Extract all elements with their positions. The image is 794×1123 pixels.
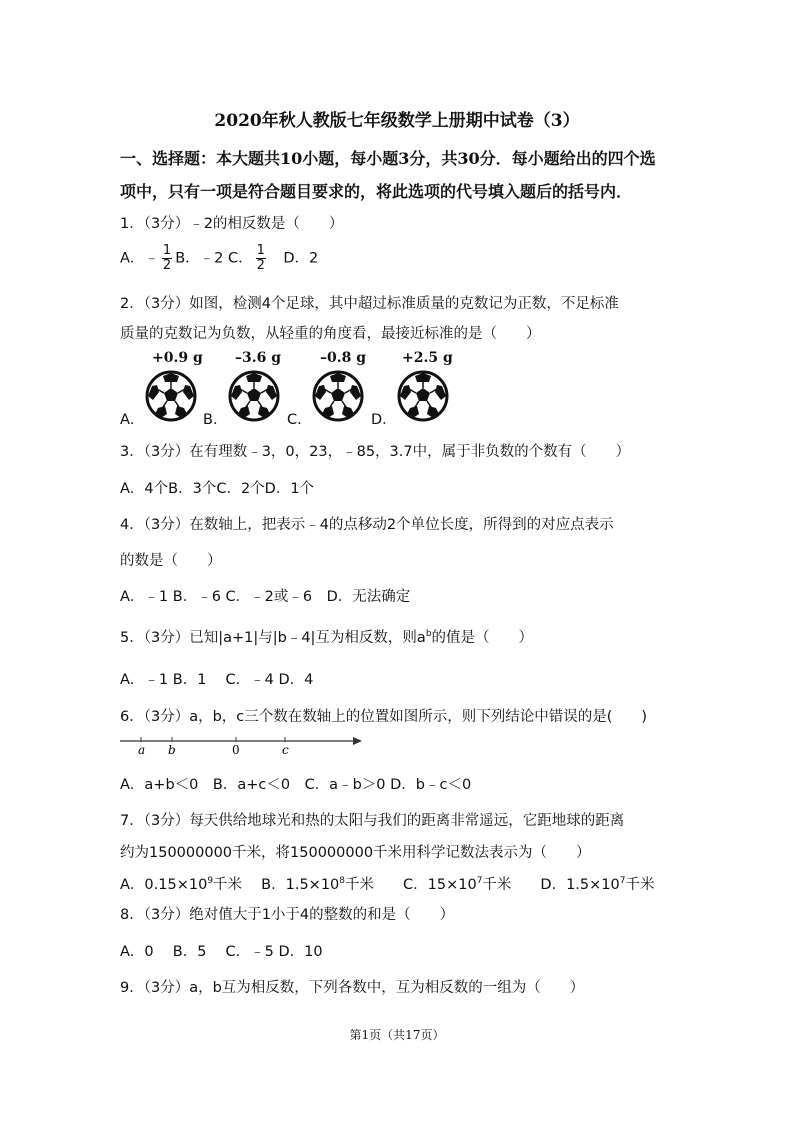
- question-4-line1: 4．（3分）在数轴上，把表示﹣4的点移动2个单位长度，所得到的对应点表示: [120, 517, 614, 533]
- axis-label-a: a: [138, 743, 146, 757]
- question-5-stem: 5．（3分）已知|a+1|与|b﹣4|互为相反数，则$a^b$的值是（ ）: [120, 629, 534, 646]
- q2-option-d: D．: [371, 412, 397, 428]
- question-8-stem: 8．（3分）绝对值大于1小于4的整数的和是（ ）: [120, 907, 455, 923]
- soccer-ball-icon: [312, 370, 364, 422]
- axis-label-b: b: [168, 743, 176, 757]
- ball-b-weight: –3.6 g: [235, 350, 282, 366]
- q1-option-bc: B．﹣2 C．: [175, 250, 253, 267]
- q2-option-a: A．: [120, 412, 145, 428]
- q1-option-d: D．2: [283, 250, 319, 267]
- fraction-half: $\frac{1}{2}$: [256, 243, 265, 273]
- axis-label-c: c: [282, 743, 289, 757]
- question-1-stem: 1．（3分）﹣2的相反数是（ ）: [120, 216, 344, 232]
- ball-d-weight: +2.5 g: [402, 350, 453, 366]
- number-line-diagram: [118, 730, 368, 758]
- question-8-options: A．0 B．5 C．﹣5 D．10: [120, 944, 323, 960]
- axis-label-zero: 0: [232, 743, 240, 757]
- page-title: 2020年秋人教版七年级数学上册期中试卷（3）: [214, 111, 580, 131]
- soccer-ball-icon: [145, 370, 197, 422]
- fraction-half: $\frac{1}{2}$: [162, 243, 172, 273]
- q1-option-a-prefix: A．﹣: [120, 250, 159, 267]
- q2-option-b: B．: [203, 412, 228, 428]
- question-7-options: A．$0.15\times 10^9$千米 B．$1.5\times 10^8$千米 C．$15\times 10^7$千米 D．$1.5\times 10^7$千米: [120, 876, 655, 893]
- soccer-ball-icon: [228, 370, 280, 422]
- question-6-options: A．a+b＜0 B．a+c＜0 C．a﹣b＞0 D．b﹣c＜0: [120, 777, 472, 793]
- ball-c-weight: –0.8 g: [320, 350, 367, 366]
- soccer-ball-icon: [397, 370, 449, 422]
- question-3-options: A．4个B．3个C．2个D．1个: [120, 481, 315, 497]
- question-3-stem: 3．（3分）在有理数﹣3，0，23，﹣85，3.7中，属于非负数的个数有（ ）: [120, 444, 631, 460]
- section-header-line2: 项中，只有一项是符合题目要求的，将此选项的代号填入题后的括号内．: [120, 182, 633, 201]
- section-header-line1: 一、选择题：本大题共10小题，每小题3分，共30分．每小题给出的四个选: [120, 149, 656, 168]
- page-footer: 第1页（共17页）: [349, 1028, 445, 1042]
- question-5-options: A．﹣1 B．1 C．﹣4 D．4: [120, 672, 314, 688]
- question-2-line2: 质量的克数记为负数，从轻重的角度看，最接近标准的是（ ）: [120, 326, 541, 342]
- question-7-line2: 约为150000000千米，将150000000千米用科学记数法表示为（ ）: [120, 845, 591, 861]
- question-6-stem: 6．（3分）a，b，c三个数在数轴上的位置如图所示，则下列结论中错误的是( ): [120, 709, 648, 725]
- question-9-stem: 9．（3分）a，b互为相反数，下列各数中，互为相反数的一组为（ ）: [120, 980, 585, 996]
- question-2-line1: 2．（3分）如图，检测4个足球，其中超过标准质量的克数记为正数，不足标准: [120, 296, 619, 312]
- question-7-line1: 7．（3分）每天供给地球光和热的太阳与我们的距离非常遥远，它距地球的距离: [120, 813, 625, 829]
- ball-a-weight: +0.9 g: [152, 350, 203, 366]
- question-4-options: A．﹣1 B．﹣6 C．﹣2或﹣6 D．无法确定: [120, 589, 411, 605]
- question-4-line2: 的数是（ ）: [120, 553, 222, 569]
- q2-option-c: C．: [287, 412, 312, 428]
- question-1-options: [120, 244, 318, 273]
